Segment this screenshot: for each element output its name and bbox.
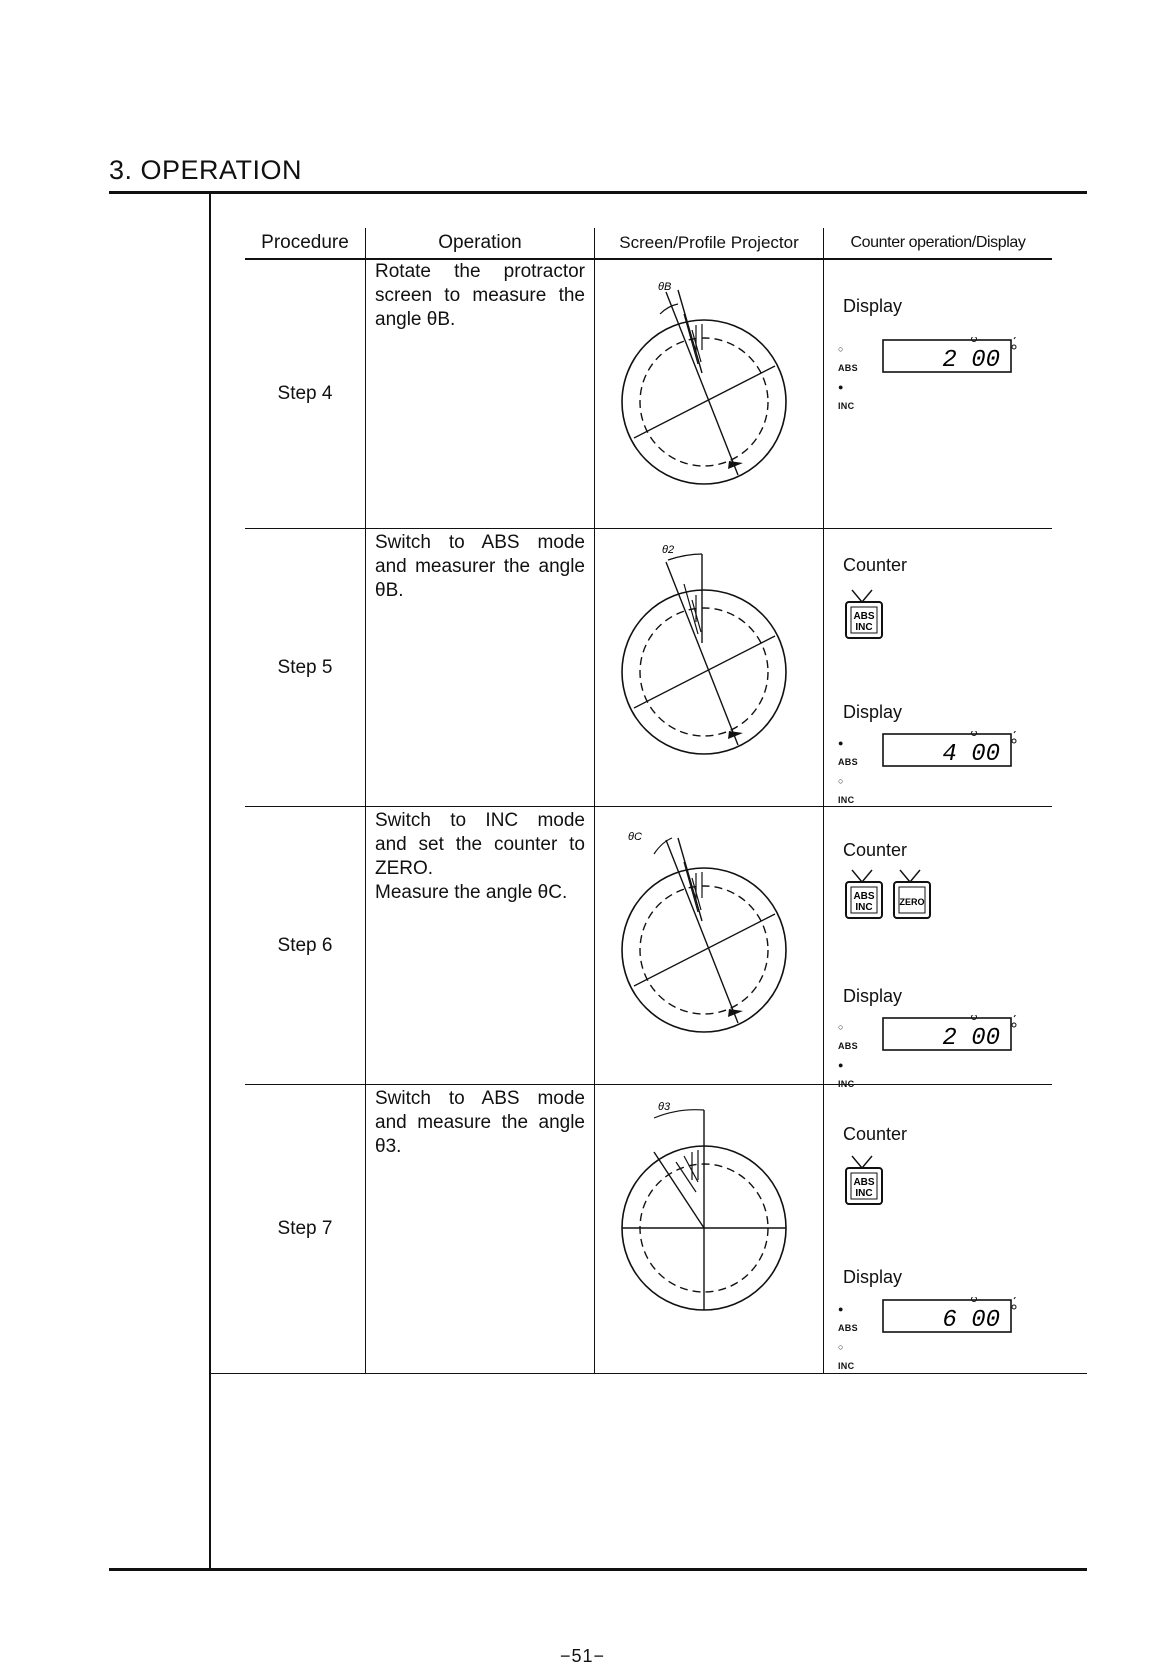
header-procedure: Procedure (261, 232, 349, 253)
abs-dot: ● (838, 738, 844, 748)
inc-button-text: INC (855, 902, 873, 913)
display-value: 2 00 (942, 1025, 1000, 1051)
zero-button-text: ZERO (899, 897, 925, 907)
step-label: Step 6 (277, 935, 333, 956)
abs-button-text: ABS (853, 611, 875, 622)
display-label: Display (843, 296, 903, 316)
operation-text (375, 531, 585, 603)
abs-text: ABS (838, 363, 858, 373)
mode-indicator (838, 340, 878, 416)
projector-screen-diagram (598, 1096, 818, 1336)
mode-indicator (838, 1018, 878, 1094)
operation-line: θB. (375, 580, 404, 601)
abs-dot: ○ (838, 1022, 844, 1032)
abs-indicator (838, 340, 878, 378)
counter-label: Counter (843, 1124, 908, 1144)
lcd-display (882, 1015, 1017, 1051)
operation-line: Switch to ABS mode (375, 1088, 585, 1109)
operation-line: ZERO. (375, 858, 434, 879)
display-label: Display (843, 702, 903, 722)
mode-indicator (838, 1300, 878, 1376)
abs-indicator (838, 1018, 878, 1056)
operation-line: and measure the angle (375, 1112, 585, 1133)
inc-dot: ○ (838, 776, 844, 786)
inc-indicator (838, 1056, 878, 1094)
inc-text: INC (838, 401, 855, 411)
abs-inc-button[interactable] (842, 586, 890, 650)
row-divider (245, 1084, 1052, 1085)
abs-dot: ○ (838, 344, 844, 354)
inc-dot: ○ (838, 1342, 844, 1352)
abs-button-text: ABS (853, 1177, 875, 1188)
table-end-rule (211, 1373, 1087, 1374)
mode-indicator (838, 734, 878, 810)
operation-line: and set the counter to (375, 834, 585, 855)
inc-text: INC (838, 1079, 855, 1089)
page-number: −51− (559, 1646, 606, 1666)
counter-label: Counter (843, 840, 908, 860)
step-label: Step 7 (277, 1218, 333, 1239)
angle-label: θ3 (658, 1101, 671, 1113)
zero-button[interactable] (890, 866, 938, 930)
inc-indicator (838, 1338, 878, 1376)
header-operation: Operation (438, 232, 522, 253)
column-divider (823, 228, 824, 1373)
display-label: Display (843, 1267, 903, 1287)
inc-dot: ● (838, 382, 844, 392)
section-title: 3. OPERATION (109, 155, 303, 185)
display-label: Display (843, 986, 903, 1006)
operation-line: Measure the angle θC. (375, 882, 568, 903)
inc-text: INC (838, 1361, 855, 1371)
lcd-display (882, 1297, 1017, 1333)
left-margin-bar (209, 192, 211, 1570)
counter-label: Counter (843, 555, 908, 575)
abs-text: ABS (838, 757, 858, 767)
operation-line: screen to measure the (375, 285, 585, 306)
angle-label: θB (658, 281, 672, 293)
inc-indicator (838, 772, 878, 810)
abs-indicator (838, 734, 878, 772)
lcd-display (882, 731, 1017, 767)
projector-screen-diagram (598, 270, 818, 510)
inc-button-text: INC (855, 1188, 873, 1199)
title-rule (109, 191, 1087, 194)
operation-line: and measurer the angle (375, 556, 585, 577)
header-counter: Counter operation/Display (850, 234, 1026, 251)
inc-button-text: INC (855, 622, 873, 633)
operation-text (375, 809, 585, 905)
step-label: Step 4 (277, 383, 333, 404)
header-rule (245, 258, 1052, 260)
operation-line: Rotate the protractor (375, 261, 585, 282)
abs-text: ABS (838, 1041, 858, 1051)
column-divider (365, 228, 366, 1373)
inc-text: INC (838, 795, 855, 805)
operation-line: Switch to ABS mode (375, 532, 585, 553)
abs-inc-button[interactable] (842, 1152, 890, 1216)
column-divider (594, 228, 595, 1373)
angle-label: θ2 (662, 544, 675, 556)
abs-button-text: ABS (853, 891, 875, 902)
step-label: Step 5 (277, 657, 333, 678)
header-screen: Screen/Profile Projector (619, 233, 799, 252)
display-value: 4 00 (942, 741, 1000, 767)
display-value: 6 00 (942, 1307, 1000, 1333)
row-divider (245, 528, 1052, 529)
operation-text (375, 260, 585, 332)
row-divider (245, 806, 1052, 807)
operation-line: angle θB. (375, 309, 456, 330)
lcd-display (882, 337, 1017, 373)
bottom-rule (109, 1568, 1087, 1571)
operation-line: θ3. (375, 1136, 402, 1157)
inc-indicator (838, 378, 878, 416)
projector-screen-diagram (598, 818, 818, 1058)
operation-text (375, 1087, 585, 1159)
projector-screen-diagram (598, 540, 818, 780)
abs-dot: ● (838, 1304, 844, 1314)
operation-line: Switch to INC mode (375, 810, 585, 831)
inc-dot: ● (838, 1060, 844, 1070)
display-value: 2 00 (942, 347, 1000, 373)
abs-indicator (838, 1300, 878, 1338)
abs-inc-button[interactable] (842, 866, 890, 930)
angle-label: θC (628, 831, 642, 843)
abs-text: ABS (838, 1323, 858, 1333)
